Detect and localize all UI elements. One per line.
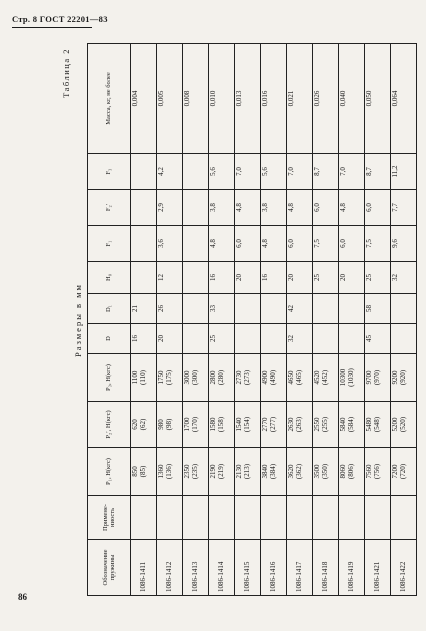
col-f1: F₁ — [88, 226, 131, 262]
cell-D: 16 — [131, 324, 157, 354]
cell-D — [313, 324, 339, 354]
force-n: 1540 — [235, 417, 243, 432]
cell-F1: 6,0 — [287, 226, 313, 262]
cell-app — [391, 496, 417, 540]
cell-F3: 4,2 — [157, 154, 183, 190]
cell-app — [157, 496, 183, 540]
cell-H0: 20 — [287, 262, 313, 294]
cell-D: 32 — [287, 324, 313, 354]
force-kgf: (720) — [398, 463, 407, 480]
cell-F3 — [131, 154, 157, 190]
force-n: 1100 — [131, 370, 139, 385]
table-row — [131, 44, 157, 596]
cell-D1: 42 — [287, 294, 313, 324]
cell-m: 0,050 — [365, 44, 391, 154]
cell-D — [339, 324, 365, 354]
cell-H0: 16 — [261, 262, 287, 294]
col-h0: H₀ — [88, 262, 131, 294]
cell-p2 — [235, 402, 261, 448]
cell-D1: 58 — [365, 294, 391, 324]
force-n: 1700 — [183, 417, 191, 432]
cell-p3 — [287, 354, 313, 402]
cell-F1 — [183, 226, 209, 262]
cell-F2: 2,9 — [157, 190, 183, 226]
force-kgf: (235) — [190, 463, 199, 480]
cell-des: 1086-1421 — [365, 540, 391, 596]
table-row — [287, 44, 313, 596]
cell-p1 — [261, 448, 287, 496]
cell-p1 — [391, 448, 417, 496]
cell-F3: 5,6 — [261, 154, 287, 190]
cell-m: 0,016 — [261, 44, 287, 154]
cell-H0: 25 — [313, 262, 339, 294]
col-d1: D₁ — [88, 294, 131, 324]
force-kgf: (300) — [190, 369, 199, 386]
cell-p2 — [157, 402, 183, 448]
force-kgf: (465) — [294, 369, 303, 386]
cell-F1: 6,0 — [235, 226, 261, 262]
force-n: 7560 — [365, 464, 373, 479]
cell-F1: 9,6 — [391, 226, 417, 262]
force-kgf: (548) — [372, 416, 381, 433]
col-applicability: Примене-ниость — [88, 496, 131, 540]
cell-p2 — [261, 402, 287, 448]
force-kgf: (452) — [320, 369, 329, 386]
table-row — [209, 44, 235, 596]
force-n: 2350 — [183, 464, 191, 479]
cell-p1 — [157, 448, 183, 496]
table-row — [391, 44, 417, 596]
cell-F1: 7,5 — [365, 226, 391, 262]
header-row — [88, 44, 131, 596]
force-n: 2550 — [313, 417, 321, 432]
force-n: 8060 — [339, 464, 347, 479]
force-n: 4650 — [287, 370, 295, 385]
force-kgf: (136) — [164, 463, 173, 480]
table-row — [365, 44, 391, 596]
cell-p3 — [391, 354, 417, 402]
table-row — [313, 44, 339, 596]
force-n: 5200 — [391, 417, 399, 432]
table-row — [157, 44, 183, 596]
table-row — [261, 44, 287, 596]
table-label: Таблица 2 — [61, 48, 71, 98]
force-kgf: (170) — [190, 416, 199, 433]
force-kgf: (175) — [164, 369, 173, 386]
cell-D — [261, 324, 287, 354]
force-n: 2800 — [209, 370, 217, 385]
cell-p3 — [131, 354, 157, 402]
cell-des: 1086-1419 — [339, 540, 365, 596]
cell-D1: 21 — [131, 294, 157, 324]
cell-F2: 7,7 — [391, 190, 417, 226]
cell-p2 — [131, 402, 157, 448]
force-kgf: (520) — [398, 416, 407, 433]
force-kgf: (350) — [320, 463, 329, 480]
cell-p2 — [391, 402, 417, 448]
cell-H0 — [131, 262, 157, 294]
force-n: 1360 — [157, 464, 165, 479]
spring-table — [87, 43, 417, 596]
table-row — [235, 44, 261, 596]
col-f2: F₂′ — [88, 190, 131, 226]
cell-F3: 7,0 — [287, 154, 313, 190]
force-n: 9200 — [391, 370, 399, 385]
cell-des: 1086-1417 — [287, 540, 313, 596]
cell-des: 1086-1422 — [391, 540, 417, 596]
dimensions-caption: Размеры в мм — [73, 283, 83, 357]
cell-m: 0,064 — [391, 44, 417, 154]
cell-m: 0,013 — [235, 44, 261, 154]
cell-F3: 8,7 — [313, 154, 339, 190]
cell-D: 25 — [209, 324, 235, 354]
cell-m: 0,040 — [339, 44, 365, 154]
force-kgf: (263) — [294, 416, 303, 433]
page-number: 86 — [18, 592, 27, 602]
cell-F2: 3,8 — [261, 190, 287, 226]
cell-m: 0,026 — [313, 44, 339, 154]
col-designation: Обозначение пружины — [88, 540, 131, 596]
cell-app — [209, 496, 235, 540]
cell-app — [287, 496, 313, 540]
force-n: 7200 — [391, 464, 399, 479]
cell-des: 1086-1411 — [131, 540, 157, 596]
cell-m: 0,004 — [131, 44, 157, 154]
cell-p2 — [339, 402, 365, 448]
force-kgf: (970) — [372, 369, 381, 386]
force-kgf: (62) — [138, 418, 147, 431]
col-d: D — [88, 324, 131, 354]
cell-F2: 3,8 — [209, 190, 235, 226]
cell-p3 — [313, 354, 339, 402]
cell-des: 1086-1414 — [209, 540, 235, 596]
cell-app — [261, 496, 287, 540]
cell-p2 — [209, 402, 235, 448]
cell-D1 — [261, 294, 287, 324]
cell-p1 — [365, 448, 391, 496]
cell-app — [339, 496, 365, 540]
cell-F3: 11,2 — [391, 154, 417, 190]
cell-p3 — [209, 354, 235, 402]
cell-p3 — [261, 354, 287, 402]
cell-F3: 7,0 — [235, 154, 261, 190]
force-kgf: (98) — [164, 418, 173, 431]
cell-p3 — [183, 354, 209, 402]
cell-F3: 8,7 — [365, 154, 391, 190]
force-kgf: (255) — [320, 416, 329, 433]
force-kgf: (154) — [242, 416, 251, 433]
force-n: 5840 — [339, 417, 347, 432]
cell-H0: 12 — [157, 262, 183, 294]
force-kgf: (110) — [138, 370, 147, 385]
cell-app — [131, 496, 157, 540]
cell-des: 1086-1413 — [183, 540, 209, 596]
cell-H0: 25 — [365, 262, 391, 294]
force-n: 620 — [131, 419, 139, 430]
cell-F1: 4,8 — [261, 226, 287, 262]
cell-H0: 32 — [391, 262, 417, 294]
force-kgf: (219) — [216, 463, 225, 480]
cell-m: 0,021 — [287, 44, 313, 154]
cell-D1: 26 — [157, 294, 183, 324]
cell-des: 1086-1418 — [313, 540, 339, 596]
cell-p2 — [183, 402, 209, 448]
cell-p3 — [235, 354, 261, 402]
force-kgf: (1030) — [346, 368, 355, 387]
force-n: 9700 — [365, 370, 373, 385]
force-n: 4900 — [261, 370, 269, 385]
cell-H0 — [183, 262, 209, 294]
force-kgf: (273) — [242, 369, 251, 386]
rotated-table-block — [61, 44, 407, 596]
force-kgf: (584) — [346, 416, 355, 433]
cell-F3 — [183, 154, 209, 190]
cell-F3: 5,6 — [209, 154, 235, 190]
cell-p3 — [157, 354, 183, 402]
cell-app — [313, 496, 339, 540]
cell-D1 — [339, 294, 365, 324]
cell-F2: 4,8 — [339, 190, 365, 226]
cell-F2 — [183, 190, 209, 226]
cell-p3 — [339, 354, 365, 402]
force-kgf: (384) — [268, 463, 277, 480]
cell-p1 — [339, 448, 365, 496]
cell-m: 0,010 — [209, 44, 235, 154]
cell-p3 — [365, 354, 391, 402]
force-kgf: (920) — [398, 369, 407, 386]
cell-D — [391, 324, 417, 354]
force-n: 2770 — [261, 417, 269, 432]
cell-D1 — [391, 294, 417, 324]
cell-app — [235, 496, 261, 540]
cell-F1: 6,0 — [339, 226, 365, 262]
force-n: 980 — [157, 419, 165, 430]
page-header: Стр. 8 ГОСТ 22201—83 — [12, 14, 108, 24]
col-p1: P₁, Н(кгс) — [88, 448, 131, 496]
header-rule — [12, 27, 92, 28]
cell-F3: 7,0 — [339, 154, 365, 190]
cell-p1 — [183, 448, 209, 496]
force-n: 2730 — [235, 370, 243, 385]
cell-p2 — [313, 402, 339, 448]
cell-F1: 3,6 — [157, 226, 183, 262]
cell-app — [183, 496, 209, 540]
force-kgf: (362) — [294, 463, 303, 480]
force-n: 2630 — [287, 417, 295, 432]
cell-des: 1086-1415 — [235, 540, 261, 596]
cell-F2: 4,8 — [287, 190, 313, 226]
force-n: 3500 — [313, 464, 321, 479]
force-n: 1580 — [209, 417, 217, 432]
force-kgf: (806) — [346, 463, 355, 480]
force-kgf: (158) — [216, 416, 225, 433]
force-n: 850 — [131, 466, 139, 477]
cell-D: 20 — [157, 324, 183, 354]
force-n: 1750 — [157, 370, 165, 385]
cell-F1 — [131, 226, 157, 262]
force-n: 3840 — [261, 464, 269, 479]
cell-F2: 6,0 — [365, 190, 391, 226]
cell-p1 — [287, 448, 313, 496]
cell-p1 — [313, 448, 339, 496]
force-n: 4520 — [313, 370, 321, 385]
force-n: 2190 — [209, 464, 217, 479]
cell-H0: 20 — [235, 262, 261, 294]
cell-p2 — [287, 402, 313, 448]
cell-des: 1086-1416 — [261, 540, 287, 596]
cell-app — [365, 496, 391, 540]
cell-F2: 6,0 — [313, 190, 339, 226]
cell-m: 0,005 — [157, 44, 183, 154]
col-mass: Масса, кг, не более — [88, 44, 131, 154]
cell-D — [235, 324, 261, 354]
force-kgf: (756) — [372, 463, 381, 480]
force-n: 5480 — [365, 417, 373, 432]
cell-F1: 7,5 — [313, 226, 339, 262]
force-n: 10300 — [339, 368, 347, 387]
cell-H0: 16 — [209, 262, 235, 294]
table-row — [339, 44, 365, 596]
force-kgf: (277) — [268, 416, 277, 433]
cell-des: 1086-1412 — [157, 540, 183, 596]
cell-D1 — [183, 294, 209, 324]
cell-H0: 20 — [339, 262, 365, 294]
cell-D1 — [313, 294, 339, 324]
table-row — [183, 44, 209, 596]
cell-D1 — [235, 294, 261, 324]
cell-D: 45 — [365, 324, 391, 354]
cell-p1 — [235, 448, 261, 496]
cell-m: 0,008 — [183, 44, 209, 154]
force-n: 3620 — [287, 464, 295, 479]
force-kgf: (280) — [216, 369, 225, 386]
cell-p1 — [209, 448, 235, 496]
cell-F1: 4,8 — [209, 226, 235, 262]
cell-p1 — [131, 448, 157, 496]
col-p2: P₂′, Н(кгс) — [88, 402, 131, 448]
force-n: 2130 — [235, 464, 243, 479]
cell-F2: 4,8 — [235, 190, 261, 226]
cell-D — [183, 324, 209, 354]
force-kgf: (213) — [242, 463, 251, 480]
cell-p2 — [365, 402, 391, 448]
force-n: 3000 — [183, 370, 191, 385]
force-kgf: (85) — [138, 465, 147, 478]
cell-F2 — [131, 190, 157, 226]
cell-D1: 33 — [209, 294, 235, 324]
force-kgf: (490) — [268, 369, 277, 386]
col-p3: P₃, Н(кгс) — [88, 354, 131, 402]
col-f3: F₃ — [88, 154, 131, 190]
